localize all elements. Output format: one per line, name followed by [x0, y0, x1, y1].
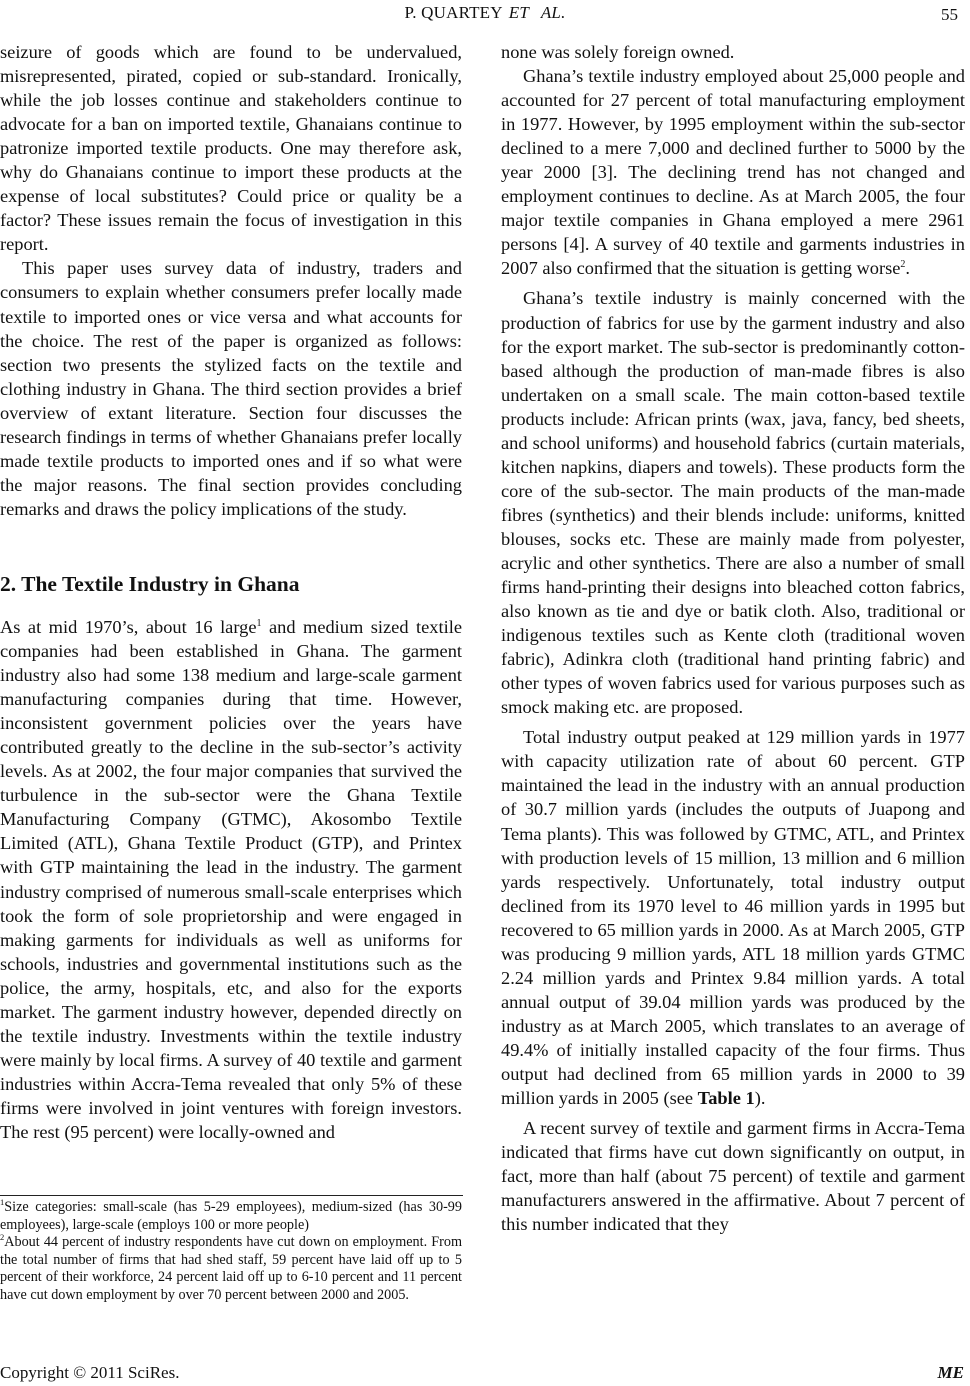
et-al: ET AL. — [508, 3, 566, 22]
paragraph — [501, 64, 965, 280]
paragraph: This paper uses survey data of industry, traders and consumers to explain whether consumers prefer locally made textile to imported ones or vice versa and what accounts for the choice. The rest of the paper is organized as follows: section two presents the stylized facts on the textile and clothing industry in Ghana. The third section provides a brief overview of extant literature. Section four discusses the research findings in terms of whether Ghanaians prefer locally made textile products to imported ones and if so what were the major reasons. The final section provides concluding remarks and draws the policy implications of the study. — [0, 258, 462, 519]
running-header — [0, 2, 970, 24]
running-header-authors — [0, 2, 970, 24]
footnote-1 — [0, 1199, 462, 1234]
paragraph — [501, 725, 965, 1110]
copyright-notice: Copyright © 2011 SciRes. — [0, 1363, 180, 1382]
footnote-text: Size categories: small-scale (has 5-29 employees), medium-sized (has 30-99 employees), large-scale (employs 100 or more people) — [0, 1199, 462, 1233]
paragraph-text: Ghana’s textile industry employed about 25,000 people and accounted for 27 percent of total manufacturing employment in 1977. However, by 1995 employment within the sub-sector declined to a mere 7,000 and declined further to 5000 by the year 2000 [3]. The declining trend has not changed and employment continues to decline. As at March 2005, the four major textile companies in Ghana employed a mere 2961 persons [4]. A survey of 40 textile and garments industries in 2007 also confirmed that the situation is getting worse — [501, 66, 965, 279]
paragraph-text: . — [905, 258, 911, 279]
left-column-intro — [0, 40, 462, 521]
footnote-marker-2[interactable]: 2 — [900, 259, 906, 271]
footnote-text: About 44 percent of industry respondents have cut down on employment. From the total number of firms that had shed staff, 59 percent have laid off up to 5 percent of their workforce, 24 percent laid off up to 6-10 percent and 11 percent have cut down employment by over 70 percent between 2000 and 2005. — [0, 1234, 462, 1303]
footnote-marker: 2 — [0, 1232, 5, 1242]
left-column-section-2 — [0, 615, 462, 1144]
page-footer — [0, 1362, 970, 1384]
page-number: 55 — [941, 5, 958, 24]
journal-abbreviation: ME — [937, 1363, 964, 1382]
footnote-2 — [0, 1234, 462, 1304]
footnote-marker-1[interactable]: 1 — [256, 618, 262, 629]
paragraph-text: Total industry output peaked at 129 million yards in 1977 with capacity utilization rate of about 60 percent. GTP maintained the lead in the industry with an annual production of 30.7 million yards (includes the outputs of Juapong and Tema plants). This was followed by GTMC, ATL, and Printex with production levels of 15 million, 13 million and 6 million yards respectively. Unfortunately, total industry output declined from its 1970 level to 46 million yards in 1995 but recovered to 65 million yards in 2000. As at March 2005, GTP was producing 9 million yards, ATL 18 million yards GTMC 2.24 million yards and Printex 9.84 million yards. A total annual output of 39.04 million yards was produced by the industry as at March 2005, which translates to an average of 49.4% of initially installed capacity of the four firms. Thus output had declined from 65 million yards in 2000 to 39 million yards in 2005 (see — [501, 727, 965, 1109]
section-heading: 2. The Textile Industry in Ghana — [0, 572, 300, 596]
paragraph-text: As at mid 1970’s, about 16 large — [0, 617, 257, 637]
footnotes — [0, 1199, 462, 1304]
right-column — [501, 40, 965, 1236]
paragraph — [0, 615, 462, 1144]
paragraph-text: and medium sized textile companies had been established in Ghana. The garment industry also had some 138 medium and large-scale garment manufacturing companies during that time. However, inconsistent government policies over the years have contributed greatly to the decline in the sub-sector’s activity levels. As at 2002, the four major companies that survived the turbulence in the sub-sector were the Ghana Textile Manufacturing Company (GTMC), Akosombo Textile Limited (ATL), Ghana Textile Product (GTP), and Printex with GTP maintaining the lead in the industry. The garment industry comprised of numerous small-scale enterprises which took the form of sole proprietorship and were engaged in making garments for individuals as well as uniforms for schools, industries and governmental institutions such as the police, the army, hospitals, etc, and also for the exports market. The garment industry however, depended directly on the textile industry. Investments within the textile industry were mainly by local firms. A survey of 40 textile and garment industries within Accra-Tema revealed that only 5% of these firms were involved in joint ventures with foreign investors. The rest (95 percent) were locally-owned and — [0, 617, 462, 1142]
paragraph: none was solely foreign owned. — [501, 42, 735, 62]
footnote-marker: 1 — [0, 1197, 5, 1207]
footnote-divider — [0, 1195, 463, 1196]
table-reference-link[interactable]: Table 1 — [697, 1088, 755, 1109]
paragraph: Ghana’s textile industry is mainly concerned with the production of fabrics for use by the garment industry and also for the export market. The sub-sector is predominantly cotton-based although the production of man-made fibres is also undertaken on a small scale. The main cotton-based textile products include: African prints (wax, java, fancy, bed sheets, and school uniforms) and household fabrics (curtain materials, kitchen napkins, diapers and towels). These products form the core of the sub-sector. The main products of the man-made fibres (synthetics) and their blends include: uniforms, knitted blouses, socks etc. These are mainly made from polyester, acrylic and other synthetics. There are also a number of small firms hand-printing their designs into bleached cotton fabrics, also known as tie and dye or batik cloth. Also, traditional or indigenous textiles such as Kente cloth (traditional woven fabric), Adinkra cloth (traditional hand printing fabric) and other types of woven fabrics used for various purposes such as smock making etc. are proposed. — [501, 288, 965, 718]
author-name: P. QUARTEY — [404, 3, 503, 22]
paragraph-text: ). — [754, 1088, 766, 1109]
paragraph: A recent survey of textile and garment firms in Accra-Tema indicated that firms have cut down significantly on output, in fact, more than half (about 75 percent) of textile and garment manufacturers answered in the affirmative. About 7 percent of this number indicated that they — [501, 1118, 965, 1235]
paragraph: seizure of goods which are found to be undervalued, misrepresented, pirated, copied or sub-standard. Ironically, while the job losses continue and stakeholders continue to advocate for a ban on imported textile, Ghanaians continue to patronize imported textile products. One may therefore ask, why do Ghanaians continue to import these products at the expense of local substitutes? Could price or quality be a factor? These issues remain the focus of investigation in this report. — [0, 42, 462, 255]
